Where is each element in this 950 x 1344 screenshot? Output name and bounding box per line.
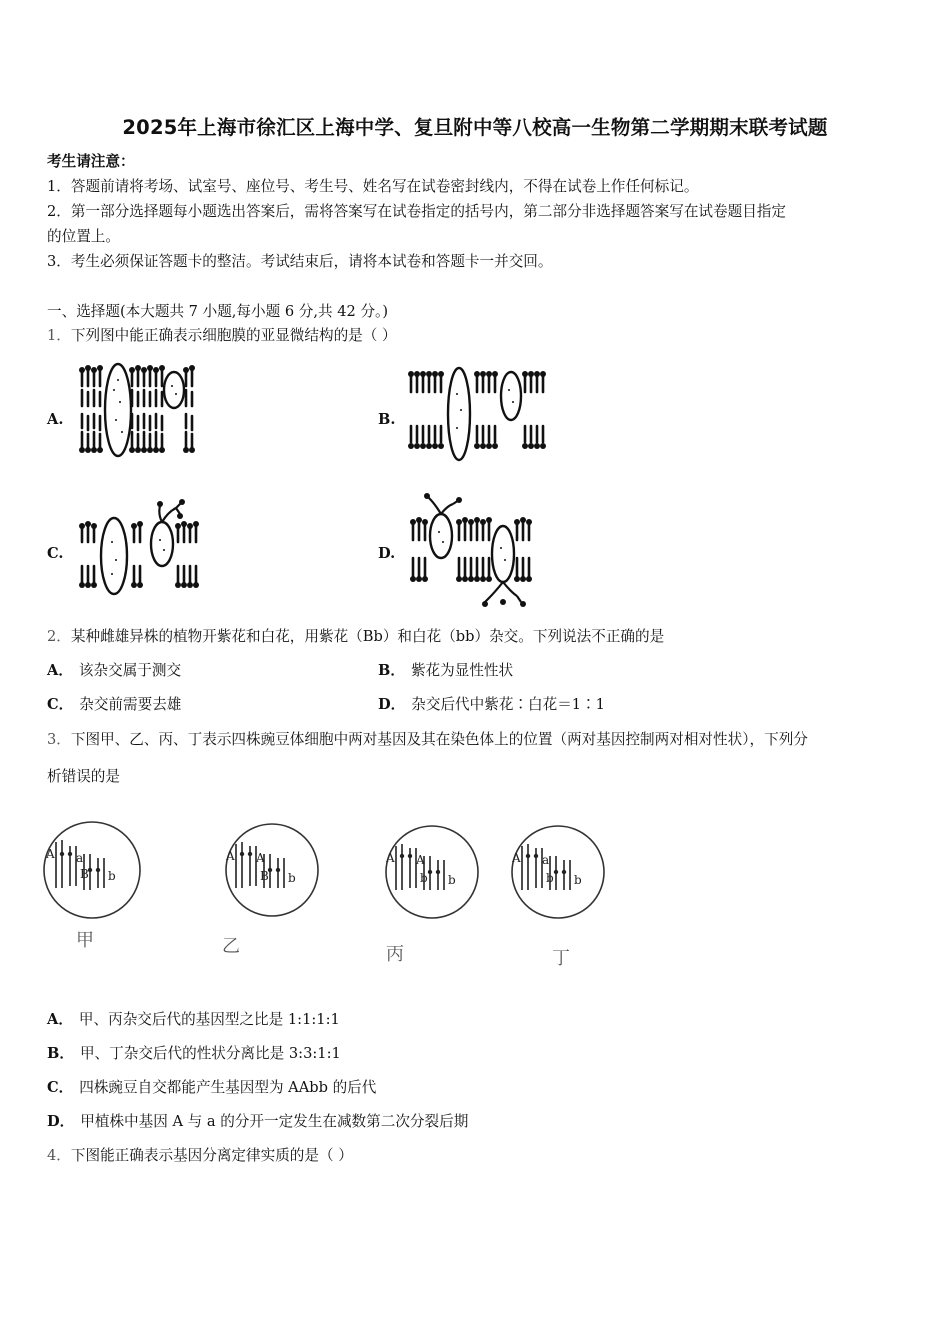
q1-option-c-label: C. xyxy=(47,545,64,562)
gene-label: A xyxy=(46,847,55,861)
question-text: 下列图中能正确表示细胞膜的亚显微结构的是（ ） xyxy=(70,327,397,344)
option-letter: D． xyxy=(378,696,406,713)
option-letter: D． xyxy=(47,1113,75,1130)
notice-item-1: 1．答题前请将考场、试室号、座位号、考生号、姓名写在试卷密封线内，不得在试卷上作任何标记。 xyxy=(47,178,699,195)
notice-header: 考生请注意： xyxy=(47,153,135,170)
cell-label-bing: 丙 xyxy=(386,944,404,965)
question-number: 2． xyxy=(47,628,71,645)
question-2 xyxy=(47,627,664,647)
section-heading: 一、选择题(本大题共 7 小题,每小题 6 分,共 42 分。) xyxy=(47,303,389,320)
cell-label-yi: 乙 xyxy=(222,936,240,957)
gene-label: A xyxy=(416,853,425,867)
question-3 xyxy=(47,730,808,750)
q2-option-a xyxy=(47,661,181,681)
option-text: 四株豌豆自交都能产生基因型为 AAbb 的后代 xyxy=(79,1079,377,1096)
option-text: 杂交后代中紫花∶白花＝1∶1 xyxy=(411,696,605,713)
q2-option-b xyxy=(378,661,513,681)
gene-label: b xyxy=(448,873,456,887)
cell-gene-figure xyxy=(40,810,620,970)
membrane-diagram-a xyxy=(74,360,202,460)
q3-option-b xyxy=(47,1044,341,1064)
gene-label: A xyxy=(256,851,265,865)
membrane-diagram-c xyxy=(74,494,204,606)
gene-label: a xyxy=(76,851,84,865)
q3-option-a xyxy=(47,1010,340,1030)
membrane-diagram-b xyxy=(405,364,551,464)
option-letter: A． xyxy=(47,662,73,679)
q1-option-b-label: B. xyxy=(378,411,396,428)
option-text: 甲、丙杂交后代的基因型之比是 1:1:1:1 xyxy=(78,1011,340,1028)
question-3-cont: 析错误的是 xyxy=(47,768,120,785)
gene-label: b xyxy=(574,873,582,887)
question-number: 3． xyxy=(47,731,71,748)
q2-option-c xyxy=(47,695,181,715)
page-title: 2025年上海市徐汇区上海中学、复旦附中等八校高一生物第二学期期末联考试题 xyxy=(122,116,828,139)
option-text: 甲植株中基因 A 与 a 的分开一定发生在减数第二次分裂后期 xyxy=(80,1113,469,1130)
q1-option-d-label: D. xyxy=(378,545,396,562)
notice-item-2: 2．第一部分选择题每小题选出答案后，需将答案写在试卷指定的括号内，第二部分非选择题答案写在试卷题目指定 xyxy=(47,203,786,220)
notice-item-3: 3．考生必须保证答题卡的整洁。考试结束后，请将本试卷和答题卡一并交回。 xyxy=(47,253,553,270)
option-letter: B． xyxy=(378,662,405,679)
question-text: 某种雌雄异株的植物开紫花和白花，用紫花（Bb）和白花（bb）杂交。下列说法不正确的是 xyxy=(70,628,665,645)
option-text: 紫花为显性性状 xyxy=(410,662,514,679)
question-1 xyxy=(47,326,397,346)
membrane-diagram-d xyxy=(405,490,535,614)
gene-label: b xyxy=(288,871,296,885)
option-letter: C． xyxy=(47,696,74,713)
gene-label: A xyxy=(226,849,235,863)
gene-label: A xyxy=(386,851,395,865)
q2-option-d xyxy=(378,695,605,715)
question-4 xyxy=(47,1146,353,1166)
gene-label: a xyxy=(542,853,550,867)
notice-item-2-cont: 的位置上。 xyxy=(47,228,120,245)
question-number: 4． xyxy=(47,1147,71,1164)
q3-option-d xyxy=(47,1112,468,1132)
gene-label: b xyxy=(546,871,554,885)
gene-label: B xyxy=(260,869,269,883)
gene-label: B xyxy=(80,867,89,881)
option-text: 甲、丁杂交后代的性状分离比是 3:3:1:1 xyxy=(79,1045,341,1062)
q1-option-a-label: A. xyxy=(47,411,64,428)
q3-option-c xyxy=(47,1078,376,1098)
gene-label: b xyxy=(420,871,428,885)
option-letter: A． xyxy=(47,1011,73,1028)
gene-label: b xyxy=(108,869,116,883)
question-text: 下图能正确表示基因分离定律实质的是（ ） xyxy=(70,1147,353,1164)
option-letter: B． xyxy=(47,1045,74,1062)
question-text: 下图甲、乙、丙、丁表示四株豌豆体细胞中两对基因及其在染色体上的位置（两对基因控制两对相对性状），下列分 xyxy=(70,731,808,748)
gene-label: A xyxy=(512,851,521,865)
question-number: 1． xyxy=(47,327,71,344)
cell-label-ding: 丁 xyxy=(552,948,570,969)
cell-label-jia: 甲 xyxy=(76,930,94,951)
option-letter: C． xyxy=(47,1079,74,1096)
option-text: 杂交前需要去雄 xyxy=(79,696,182,713)
option-text: 该杂交属于测交 xyxy=(78,662,182,679)
